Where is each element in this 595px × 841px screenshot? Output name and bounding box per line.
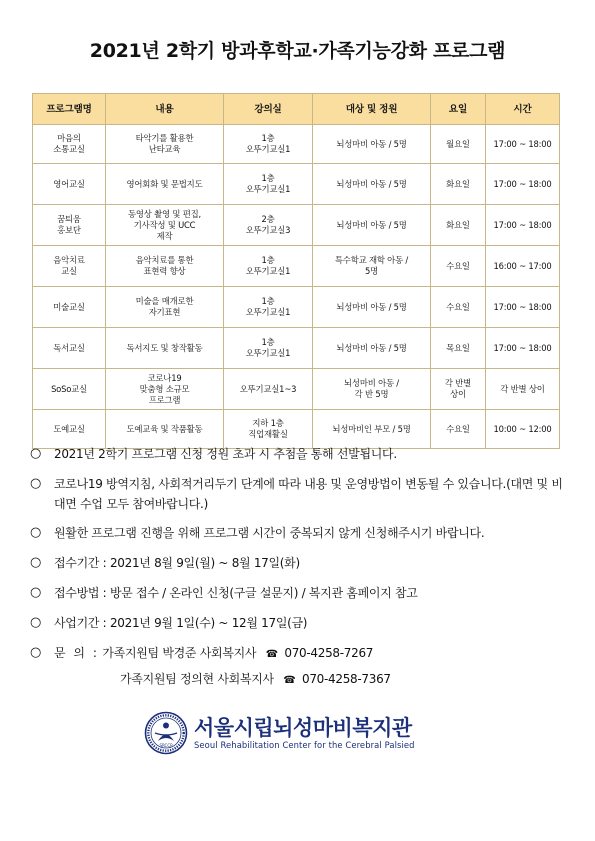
cell-line: 기사작성 및 UCC: [133, 219, 196, 230]
cell-line: 홍보단: [57, 225, 81, 235]
program-name-cell: [33, 369, 106, 410]
cell-line: 10:00 ~ 12:00: [493, 423, 552, 434]
time-cell: [486, 410, 560, 449]
column-header: 내용: [106, 94, 224, 125]
target-cell: [313, 125, 431, 164]
room-cell: [224, 205, 313, 246]
cell-line: 마음의: [57, 133, 81, 143]
cell-line: 동영상 촬영 및 편집,: [128, 208, 201, 219]
note-lottery: [30, 444, 570, 464]
content-cell: [106, 205, 224, 246]
table-row: [33, 125, 560, 164]
cell-line: 각 반 5명: [354, 389, 389, 399]
content-cell: [106, 410, 224, 449]
content-cell: [106, 164, 224, 205]
notes-section: [30, 444, 570, 691]
cell-line: 난타교육: [148, 144, 181, 154]
note-program-period: [30, 613, 570, 633]
room-cell: [224, 125, 313, 164]
table-row: [33, 410, 560, 449]
room-cell: [224, 246, 313, 287]
cell-line: 제작: [156, 230, 173, 241]
inquiry-label: 문 의 :: [54, 646, 99, 660]
time-cell: [486, 328, 560, 369]
cell-line: 수요일: [446, 260, 470, 271]
cell-line: 상이: [450, 389, 466, 399]
cell-line: 지하 1층: [252, 418, 284, 428]
organization-name-en: Seoul Rehabilitation Center for the Cerebral Palsied: [194, 739, 415, 750]
contact-line-1: [54, 643, 570, 665]
day-cell: [431, 205, 486, 246]
organization-name-ko: 서울시립뇌성마비복지관: [194, 715, 412, 740]
table-body: [33, 125, 560, 449]
note-text: 사업기간 : 2021년 9월 1일(수) ~ 12월 17일(금): [54, 616, 308, 630]
cell-line: 직업재활실: [248, 429, 288, 439]
table-row: [33, 246, 560, 287]
cell-line: 17:00 ~ 18:00: [493, 301, 552, 312]
note-text: 2021년 2학기 프로그램 신청 정원 초과 시 추첨을 통해 선발됩니다.: [54, 447, 397, 461]
day-cell: [431, 246, 486, 287]
bullet-circle: ○: [30, 585, 42, 600]
contact-person: 가족지원팀 박경준 사회복지사: [102, 646, 257, 660]
page-title: 2021년 2학기 방과후학교·가족기능강화 프로그램: [89, 40, 506, 62]
bullet-circle: ○: [30, 555, 42, 570]
target-cell: [313, 328, 431, 369]
room-cell: [224, 164, 313, 205]
content-cell: [106, 287, 224, 328]
content-cell: [106, 328, 224, 369]
organization-logo: [144, 710, 464, 756]
cell-line: 뇌성마비 아동 / 5명: [336, 138, 407, 149]
cell-line: 음악치료: [53, 255, 85, 265]
target-cell: [313, 164, 431, 205]
cell-line: 오뚜기교실1: [245, 348, 291, 358]
cell-line: 17:00 ~ 18:00: [493, 138, 552, 149]
day-cell: [431, 410, 486, 449]
cell-line: 화요일: [446, 178, 470, 189]
note-text: 접수방법 : 방문 접수 / 온라인 신청(구글 설문지) / 복지관 홈페이지 참고: [54, 586, 418, 600]
cell-line: 1층: [261, 255, 275, 265]
program-table-wrapper: [32, 93, 559, 449]
phone-icon: ☎: [265, 649, 278, 660]
room-cell: [224, 410, 313, 449]
note-covid: [30, 474, 570, 514]
cell-line: 수요일: [446, 301, 470, 312]
cell-line: SoSo교실: [51, 383, 87, 394]
note-text: 원활한 프로그램 진행을 위해 프로그램 시간이 중복되지 않게 신청해주시기 바랍니다.: [54, 526, 485, 540]
note-application-period: [30, 553, 570, 573]
day-cell: [431, 369, 486, 410]
column-header: 대상 및 정원: [313, 94, 431, 125]
seal-text: SRCCP: [159, 743, 173, 748]
day-cell: [431, 125, 486, 164]
table-row: [33, 287, 560, 328]
note-text: 접수기간 : 2021년 8월 9일(월) ~ 8월 17일(화): [54, 556, 300, 570]
cell-line: 오뚜기교실1: [245, 266, 291, 276]
cell-line: 2층: [261, 214, 275, 224]
cell-line: 수요일: [446, 423, 470, 434]
note-application-method: [30, 583, 570, 603]
cell-line: 오뚜기교실1: [245, 144, 291, 154]
program-name-cell: [33, 246, 106, 287]
room-cell: [224, 328, 313, 369]
note-schedule: [30, 523, 570, 543]
cell-line: 1층: [261, 173, 275, 183]
time-cell: [486, 369, 560, 410]
cell-line: 꿈틔움: [57, 214, 81, 224]
cell-line: 타악기를 활용한: [135, 133, 194, 143]
cell-line: 코로나19: [147, 372, 182, 383]
column-header: 시간: [486, 94, 560, 125]
time-cell: [486, 287, 560, 328]
target-cell: [313, 246, 431, 287]
note-text: 코로나19 방역지침, 사회적거리두기 단계에 따라 내용 및 운영방법이 변동될 수 있습니다.(대면 및 비대면 수업 모두 참여바랍니다.): [54, 477, 563, 511]
cell-line: 오뚜기교실1~3: [239, 383, 297, 394]
seal-icon: [144, 711, 188, 755]
cell-line: 도예교육 및 작품활동: [126, 423, 203, 434]
content-cell: [106, 246, 224, 287]
target-cell: [313, 287, 431, 328]
phone-icon: ☎: [283, 675, 296, 686]
cell-line: 영어회화 및 문법지도: [126, 178, 203, 189]
cell-line: 1층: [261, 337, 275, 347]
day-cell: [431, 287, 486, 328]
day-cell: [431, 328, 486, 369]
cell-line: 독서교실: [53, 342, 85, 353]
contact-line-2: [54, 669, 570, 691]
inquiry-block: [54, 643, 570, 691]
cell-line: 미술을 매개로한: [135, 296, 194, 306]
cell-line: 목요일: [446, 342, 470, 353]
day-cell: [431, 164, 486, 205]
contact-phone: 070-4258-7267: [284, 646, 374, 660]
room-cell: [224, 369, 313, 410]
program-name-cell: [33, 164, 106, 205]
time-cell: [486, 205, 560, 246]
cell-line: 뇌성마비인 부모 / 5명: [332, 423, 411, 434]
cell-line: 각 반별 상이: [500, 383, 545, 394]
cell-line: 오뚜기교실3: [245, 225, 291, 235]
cell-line: 월요일: [446, 138, 470, 149]
bullet-circle: ○: [30, 645, 42, 660]
table-header-row: [33, 94, 560, 125]
cell-line: 17:00 ~ 18:00: [493, 178, 552, 189]
content-cell: [106, 369, 224, 410]
cell-line: 음악치료를 통한: [135, 255, 194, 265]
time-cell: [486, 125, 560, 164]
target-cell: [313, 205, 431, 246]
cell-line: 프로그램: [148, 394, 181, 405]
cell-line: 오뚜기교실1: [245, 307, 291, 317]
program-table: [32, 93, 560, 449]
cell-line: 17:00 ~ 18:00: [493, 219, 552, 230]
cell-line: 뇌성마비 아동 / 5명: [336, 178, 407, 189]
table-row: [33, 369, 560, 410]
cell-line: 16:00 ~ 17:00: [493, 260, 552, 271]
contact-person: 가족지원팀 정의현 사회복지사: [120, 672, 274, 686]
program-name-cell: [33, 328, 106, 369]
cell-line: 뇌성마비 아동 / 5명: [336, 342, 407, 353]
cell-line: 뇌성마비 아동 / 5명: [336, 219, 407, 230]
bullet-circle: ○: [30, 525, 42, 540]
cell-line: 1층: [261, 296, 275, 306]
cell-line: 17:00 ~ 18:00: [493, 342, 552, 353]
cell-line: 영어교실: [53, 178, 85, 189]
cell-line: 각 반별: [444, 378, 472, 388]
cell-line: 화요일: [446, 219, 470, 230]
program-name-cell: [33, 287, 106, 328]
cell-line: 오뚜기교실1: [245, 184, 291, 194]
cell-line: 도예교실: [53, 423, 85, 434]
cell-line: 1층: [261, 133, 275, 143]
table-row: [33, 328, 560, 369]
bullet-circle: ○: [30, 615, 42, 630]
cell-line: 5명: [364, 266, 379, 276]
time-cell: [486, 246, 560, 287]
target-cell: [313, 410, 431, 449]
cell-line: 소통교실: [53, 144, 85, 154]
cell-line: 자기표현: [148, 307, 181, 317]
program-name-cell: [33, 410, 106, 449]
cell-line: 특수학교 재학 아동 /: [334, 255, 409, 265]
table-row: [33, 205, 560, 246]
logo-text-block: [194, 716, 415, 751]
target-cell: [313, 369, 431, 410]
content-cell: [106, 125, 224, 164]
cell-line: 교실: [61, 266, 77, 276]
cell-line: 뇌성마비 아동 / 5명: [336, 301, 407, 312]
column-header: 프로그램명: [33, 94, 106, 125]
note-inquiry: [30, 643, 570, 691]
cell-line: 맞춤형 소규모: [139, 383, 190, 394]
program-name-cell: [33, 125, 106, 164]
column-header: 요일: [431, 94, 486, 125]
contact-phone: 070-4258-7367: [302, 672, 391, 686]
table-row: [33, 164, 560, 205]
time-cell: [486, 164, 560, 205]
bullet-circle: ○: [30, 476, 42, 491]
room-cell: [224, 287, 313, 328]
cell-line: 뇌성마비 아동 /: [344, 378, 399, 388]
program-name-cell: [33, 205, 106, 246]
cell-line: 미술교실: [53, 301, 85, 312]
cell-line: 독서지도 및 창작활동: [126, 342, 203, 353]
cell-line: 표현력 향상: [143, 266, 186, 276]
column-header: 강의실: [224, 94, 313, 125]
bullet-circle: ○: [30, 446, 42, 461]
